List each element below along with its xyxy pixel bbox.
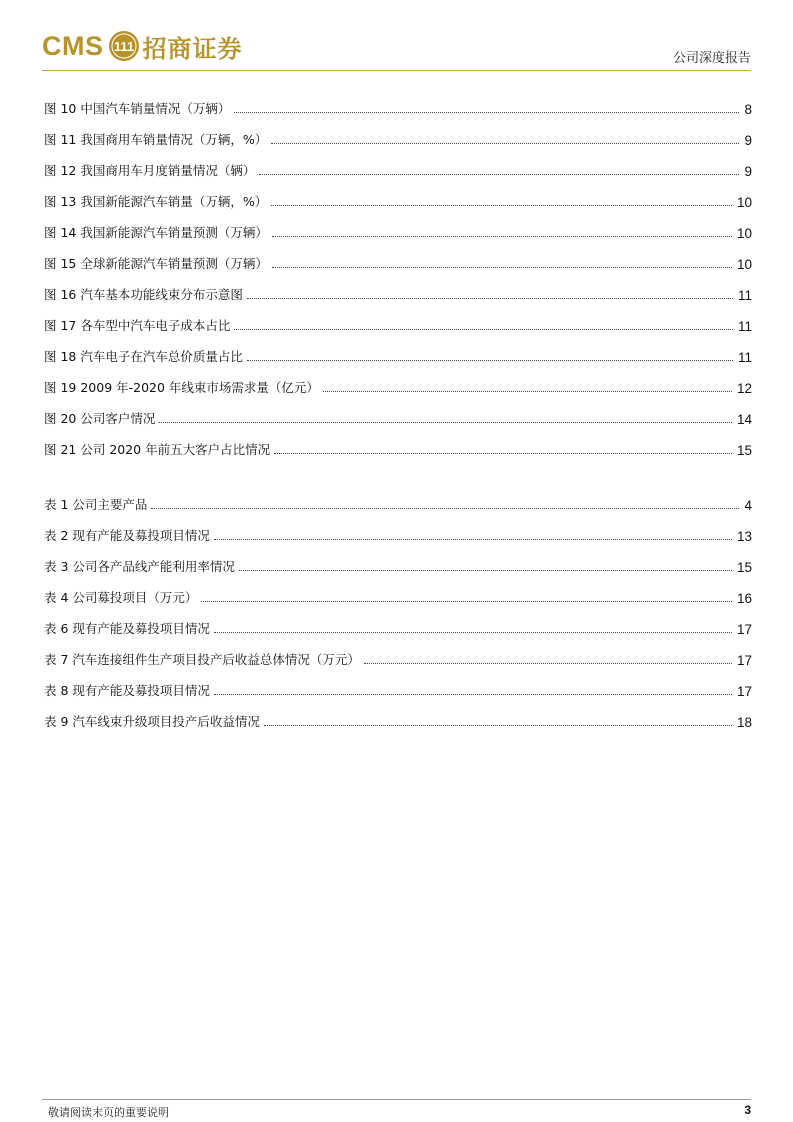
logo-company-name: 招商证券 bbox=[142, 33, 243, 63]
table-index-list bbox=[44, 482, 752, 730]
toc-table-entry[interactable] bbox=[44, 482, 752, 513]
toc-entry-page: 4 bbox=[744, 498, 752, 513]
toc-dot-leader bbox=[271, 204, 732, 206]
toc-entry-label: 图 11 我国商用车销量情况（万辆，%） bbox=[44, 132, 268, 147]
toc-dot-leader bbox=[247, 297, 733, 299]
footer-disclaimer-note: 敬请阅读末页的重要说明 bbox=[48, 1106, 169, 1119]
toc-entry-label: 图 20 公司客户情况 bbox=[44, 411, 156, 426]
toc-dot-leader bbox=[272, 266, 732, 268]
toc-table-entry[interactable] bbox=[44, 606, 752, 637]
toc-figure-entry[interactable] bbox=[44, 334, 752, 365]
toc-entry-label: 表 9 汽车线束升级项目投产后收益情况 bbox=[44, 714, 260, 729]
toc-dot-leader bbox=[151, 507, 739, 509]
toc-entry-page: 17 bbox=[736, 653, 752, 668]
toc-entry-page: 11 bbox=[737, 350, 752, 365]
toc-dot-leader bbox=[234, 328, 733, 330]
toc-entry-label: 图 10 中国汽车销量情况（万辆） bbox=[44, 101, 231, 116]
toc-table-entry[interactable] bbox=[44, 513, 752, 544]
toc-entry-label: 图 12 我国商用车月度销量情况（辆） bbox=[44, 163, 256, 178]
toc-figure-entry[interactable] bbox=[44, 241, 752, 272]
toc-dot-leader bbox=[214, 631, 732, 633]
toc-entry-label: 图 16 汽车基本功能线束分布示意图 bbox=[44, 287, 243, 302]
toc-table-entry[interactable] bbox=[44, 637, 752, 668]
toc-entry-page: 17 bbox=[736, 684, 752, 699]
page-number: 3 bbox=[744, 1103, 751, 1117]
logo-cms-text: CMS bbox=[42, 30, 104, 61]
toc-entry-page: 10 bbox=[736, 257, 752, 272]
toc-entry-page: 15 bbox=[736, 443, 752, 458]
toc-dot-leader bbox=[274, 452, 732, 454]
logo-emblem-icon bbox=[108, 30, 140, 62]
toc-entry-page: 16 bbox=[736, 591, 752, 606]
toc-entry-page: 17 bbox=[736, 622, 752, 637]
toc-figure-entry[interactable] bbox=[44, 396, 752, 427]
page-header bbox=[0, 0, 793, 80]
figure-index-list bbox=[44, 86, 752, 458]
toc-entry-label: 图 21 公司 2020 年前五大客户占比情况 bbox=[44, 442, 271, 457]
toc-entry-label: 表 3 公司各产品线产能利用率情况 bbox=[44, 559, 235, 574]
toc-dot-leader bbox=[159, 421, 732, 423]
toc-entry-label: 图 13 我国新能源汽车销量（万辆，%） bbox=[44, 194, 268, 209]
toc-entry-page: 8 bbox=[744, 102, 752, 117]
toc-entry-label: 表 7 汽车连接组件生产项目投产后收益总体情况（万元） bbox=[44, 652, 360, 667]
toc-entry-page: 10 bbox=[736, 195, 752, 210]
toc-figure-entry[interactable] bbox=[44, 210, 752, 241]
toc-entry-page: 9 bbox=[744, 133, 752, 148]
toc-figure-entry[interactable] bbox=[44, 86, 752, 117]
toc-dot-leader bbox=[234, 111, 739, 113]
toc-figure-entry[interactable] bbox=[44, 179, 752, 210]
toc-dot-leader bbox=[201, 600, 732, 602]
toc-entry-label: 表 1 公司主要产品 bbox=[44, 497, 148, 512]
toc-entry-label: 图 15 全球新能源汽车销量预测（万辆） bbox=[44, 256, 268, 271]
toc-dot-leader bbox=[264, 724, 732, 726]
toc-entry-label: 表 8 现有产能及募投项目情况 bbox=[44, 683, 210, 698]
toc-entry-page: 15 bbox=[736, 560, 752, 575]
toc-figure-entry[interactable] bbox=[44, 272, 752, 303]
toc-dot-leader bbox=[364, 662, 732, 664]
toc-dot-leader bbox=[214, 538, 732, 540]
toc-entry-label: 表 2 现有产能及募投项目情况 bbox=[44, 528, 210, 543]
toc-entry-label: 表 6 现有产能及募投项目情况 bbox=[44, 621, 210, 636]
toc-entry-label: 图 17 各车型中汽车电子成本占比 bbox=[44, 318, 231, 333]
toc-dot-leader bbox=[271, 142, 739, 144]
toc-entry-label: 图 14 我国新能源汽车销量预测（万辆） bbox=[44, 225, 268, 240]
header-divider bbox=[42, 70, 751, 71]
toc-entry-page: 11 bbox=[737, 319, 752, 334]
toc-entry-page: 14 bbox=[736, 412, 752, 427]
toc-figure-entry[interactable] bbox=[44, 117, 752, 148]
toc-entry-page: 13 bbox=[736, 529, 752, 544]
toc-figure-entry[interactable] bbox=[44, 303, 752, 334]
company-logo bbox=[42, 28, 243, 64]
toc-dot-leader bbox=[323, 390, 732, 392]
toc-entry-page: 18 bbox=[736, 715, 752, 730]
footer-divider bbox=[42, 1099, 751, 1100]
logo-badge-text: 111 bbox=[113, 39, 134, 54]
toc-table-entry[interactable] bbox=[44, 668, 752, 699]
toc-figure-entry[interactable] bbox=[44, 365, 752, 396]
toc-dot-leader bbox=[214, 693, 732, 695]
report-type-label: 公司深度报告 bbox=[672, 51, 751, 66]
toc-figure-entry[interactable] bbox=[44, 427, 752, 458]
toc-table-entry[interactable] bbox=[44, 575, 752, 606]
toc-entry-page: 10 bbox=[736, 226, 752, 241]
toc-entry-page: 9 bbox=[744, 164, 752, 179]
toc-entry-label: 表 4 公司募投项目（万元） bbox=[44, 590, 198, 605]
toc-dot-leader bbox=[247, 359, 733, 361]
toc-entry-label: 图 19 2009 年-2020 年线束市场需求量（亿元） bbox=[44, 380, 319, 395]
toc-figure-entry[interactable] bbox=[44, 148, 752, 179]
toc-table-entry[interactable] bbox=[44, 699, 752, 730]
toc-entry-label: 图 18 汽车电子在汽车总价质量占比 bbox=[44, 349, 243, 364]
toc-dot-leader bbox=[272, 235, 732, 237]
toc-dot-leader bbox=[259, 173, 739, 175]
toc-entry-page: 12 bbox=[736, 381, 752, 396]
toc-entry-page: 11 bbox=[737, 288, 752, 303]
toc-table-entry[interactable] bbox=[44, 544, 752, 575]
toc-dot-leader bbox=[239, 569, 732, 571]
